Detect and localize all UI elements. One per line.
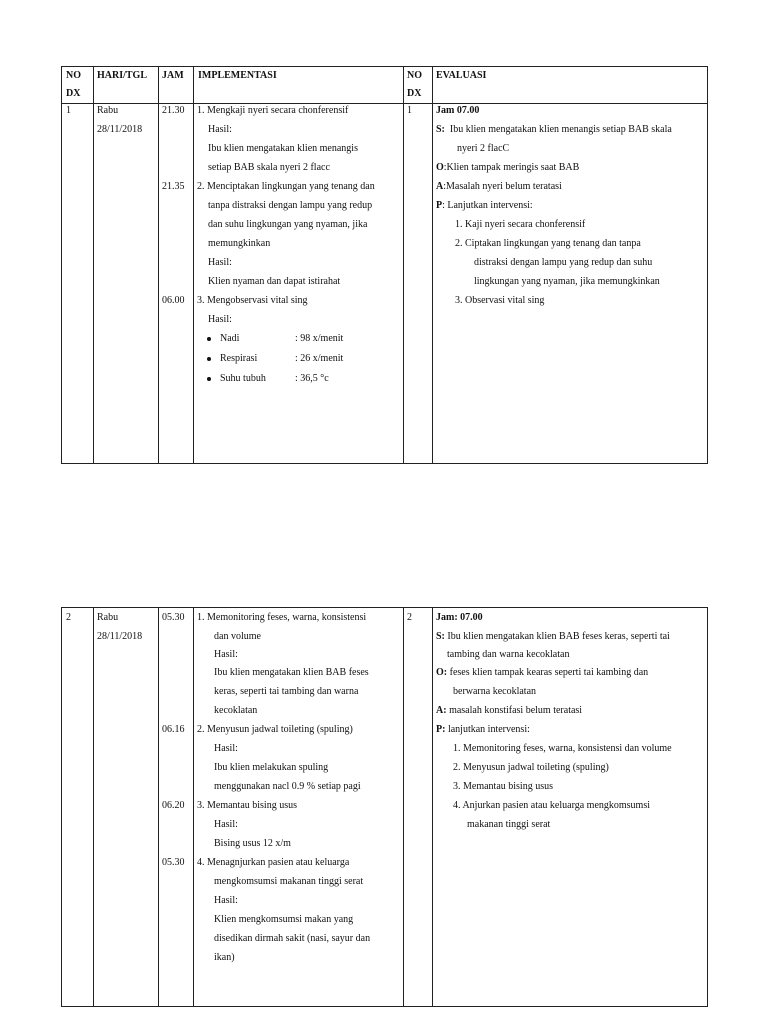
impl-line: setiap BAB skala nyeri 2 flacc xyxy=(208,162,330,173)
impl-line: Ibu klien melakukan spuling xyxy=(214,762,329,773)
soap-a-text: masalah konstifasi belum teratasi xyxy=(449,705,583,716)
soap-p-text: : Lanjutkan intervensi: xyxy=(442,200,533,211)
plan-line: 1. Kaji nyeri secara chonferensif xyxy=(455,219,586,230)
vital-value: : 36,5 °c xyxy=(295,373,329,384)
time-entry: 21.30 xyxy=(162,105,185,116)
impl-line: Klien nyaman dan dapat istirahat xyxy=(208,276,341,287)
impl-line: 4. Menagnjurkan pasien atau keluarga xyxy=(197,857,350,868)
column-divider xyxy=(93,608,94,1006)
soap-o-text: feses klien tampak kearas seperti tai kambing dan xyxy=(449,667,649,678)
impl-line: 3. Memantau bising usus xyxy=(197,800,297,811)
row-date: 28/11/2018 xyxy=(97,631,143,642)
table-evaluation-2 xyxy=(61,607,708,1007)
vital-label: Respirasi xyxy=(220,353,258,364)
impl-line: tanpa distraksi dengan lampu yang redup xyxy=(208,200,373,211)
impl-line: menggunakan nacl 0.9 % setiap pagi xyxy=(214,781,361,792)
eval-number: 1 xyxy=(407,105,412,116)
header-jam: JAM xyxy=(162,70,184,81)
row-number: 2 xyxy=(66,612,71,623)
soap-s xyxy=(436,120,672,139)
plan-line: distraksi dengan lampu yang redup dan suhu xyxy=(474,257,653,268)
eval-number: 2 xyxy=(407,612,412,623)
soap-s-text: Ibu klien mengatakan klien menangis setiap BAB skala xyxy=(449,124,672,135)
header-no-dx2-2: DX xyxy=(407,88,422,99)
impl-line: Hasil: xyxy=(214,743,238,754)
soap-o-label: O: xyxy=(436,667,448,678)
header-implementasi: IMPLEMENTASI xyxy=(198,70,277,81)
soap-p-label: P xyxy=(436,200,443,211)
column-divider xyxy=(403,67,404,463)
row-day: Rabu xyxy=(97,105,119,116)
impl-line: 1. Mengkaji nyeri secara chonferensif xyxy=(197,105,349,116)
eval-time: Jam 07.00 xyxy=(436,105,480,116)
soap-p xyxy=(436,196,533,215)
time-entry: 05.30 xyxy=(162,857,185,868)
time-entry: 06.16 xyxy=(162,724,185,735)
row-date: 28/11/2018 xyxy=(97,124,143,135)
soap-o-label: O xyxy=(436,162,444,173)
impl-line: 2. Menciptakan lingkungan yang tenang dan xyxy=(197,181,375,192)
column-divider xyxy=(432,67,433,463)
impl-line: disedikan dirmah sakit (nasi, sayur dan xyxy=(214,933,371,944)
impl-line: Hasil: xyxy=(214,819,238,830)
vital-label: Suhu tubuh xyxy=(220,373,266,384)
impl-line: 1. Memonitoring feses, warna, konsistensi xyxy=(197,612,367,623)
impl-line: ikan) xyxy=(214,952,235,963)
row-number: 1 xyxy=(66,105,71,116)
table-evaluation-1 xyxy=(61,66,708,464)
header-evaluasi: EVALUASI xyxy=(436,70,487,81)
bullet-icon xyxy=(207,337,211,341)
soap-a-label: A xyxy=(436,181,444,192)
bullet-icon xyxy=(207,377,211,381)
soap-o-text: :Klien tampak meringis saat BAB xyxy=(443,162,580,173)
plan-line: 3. Memantau bising usus xyxy=(453,781,553,792)
column-divider xyxy=(93,67,94,463)
soap-s-label: S: xyxy=(436,631,445,642)
column-divider xyxy=(158,67,159,463)
impl-line: keras, seperti tai tambing dan warna xyxy=(214,686,359,697)
impl-line: Hasil: xyxy=(214,649,238,660)
header-no-dx2-1: NO xyxy=(407,70,422,81)
vital-value: : 26 x/menit xyxy=(295,353,344,364)
column-divider xyxy=(193,608,194,1006)
vital-label: Nadi xyxy=(220,333,240,344)
time-entry: 06.00 xyxy=(162,295,185,306)
row-day: Rabu xyxy=(97,612,119,623)
soap-s xyxy=(436,627,670,646)
time-entry: 05.30 xyxy=(162,612,185,623)
impl-line: Hasil: xyxy=(208,124,232,135)
impl-line: 3. Mengobservasi vital sing xyxy=(197,295,308,306)
soap-o-text2: berwarna kecoklatan xyxy=(453,686,537,697)
plan-line: 2. Menyusun jadwal toileting (spuling) xyxy=(453,762,609,773)
column-divider xyxy=(432,608,433,1006)
column-divider xyxy=(193,67,194,463)
impl-line: Ibu klien mengatakan klien menangis xyxy=(208,143,358,154)
plan-line: 1. Memonitoring feses, warna, konsistensi dan volume xyxy=(453,743,672,754)
impl-line: 2. Menyusun jadwal toileting (spuling) xyxy=(197,724,353,735)
plan-line: 2. Ciptakan lingkungan yang tenang dan tanpa xyxy=(455,238,641,249)
plan-line: lingkungan yang nyaman, jika memungkinkan xyxy=(474,276,660,287)
soap-a-label: A: xyxy=(436,705,447,716)
eval-time: Jam: 07.00 xyxy=(436,612,483,623)
soap-p xyxy=(436,720,530,739)
column-divider xyxy=(158,608,159,1006)
time-entry: 06.20 xyxy=(162,800,185,811)
soap-s-label: S: xyxy=(436,124,445,135)
impl-line: Ibu klien mengatakan klien BAB feses xyxy=(214,667,369,678)
header-no-dx-2: DX xyxy=(66,88,81,99)
soap-o xyxy=(436,158,579,177)
vital-value: : 98 x/menit xyxy=(295,333,344,344)
soap-s-text2: nyeri 2 flacC xyxy=(457,143,510,154)
soap-p-text: lanjutkan intervensi: xyxy=(447,724,530,735)
impl-line: kecoklatan xyxy=(214,705,258,716)
header-divider xyxy=(62,103,707,104)
impl-line: Hasil: xyxy=(208,257,232,268)
impl-line: dan volume xyxy=(214,631,261,642)
plan-line: 3. Observasi vital sing xyxy=(455,295,545,306)
time-entry: 21.35 xyxy=(162,181,185,192)
impl-line: Hasil: xyxy=(214,895,238,906)
impl-line: Bising usus 12 x/m xyxy=(214,838,291,849)
bullet-icon xyxy=(207,357,211,361)
impl-line: Hasil: xyxy=(208,314,232,325)
header-hari-tgl: HARI/TGL xyxy=(97,70,148,81)
soap-o xyxy=(436,663,648,682)
soap-a xyxy=(436,701,582,720)
impl-line: dan suhu lingkungan yang nyaman, jika xyxy=(208,219,368,230)
impl-line: memungkinkan xyxy=(208,238,271,249)
soap-a xyxy=(436,177,562,196)
soap-s-text2: tambing dan warna kecoklatan xyxy=(447,649,570,660)
header-no-dx-1: NO xyxy=(66,70,81,81)
column-divider xyxy=(403,608,404,1006)
soap-p-label: P: xyxy=(436,724,446,735)
impl-line: Klien mengkomsumsi makan yang xyxy=(214,914,354,925)
plan-line: 4. Anjurkan pasien atau keluarga mengkomsumsi xyxy=(453,800,650,811)
soap-s-text: Ibu klien mengatakan klien BAB feses keras, seperti tai xyxy=(447,631,670,642)
soap-a-text: :Masalah nyeri belum teratasi xyxy=(443,181,562,192)
impl-line: mengkomsumsi makanan tinggi serat xyxy=(214,876,364,887)
plan-line: makanan tinggi serat xyxy=(467,819,551,830)
